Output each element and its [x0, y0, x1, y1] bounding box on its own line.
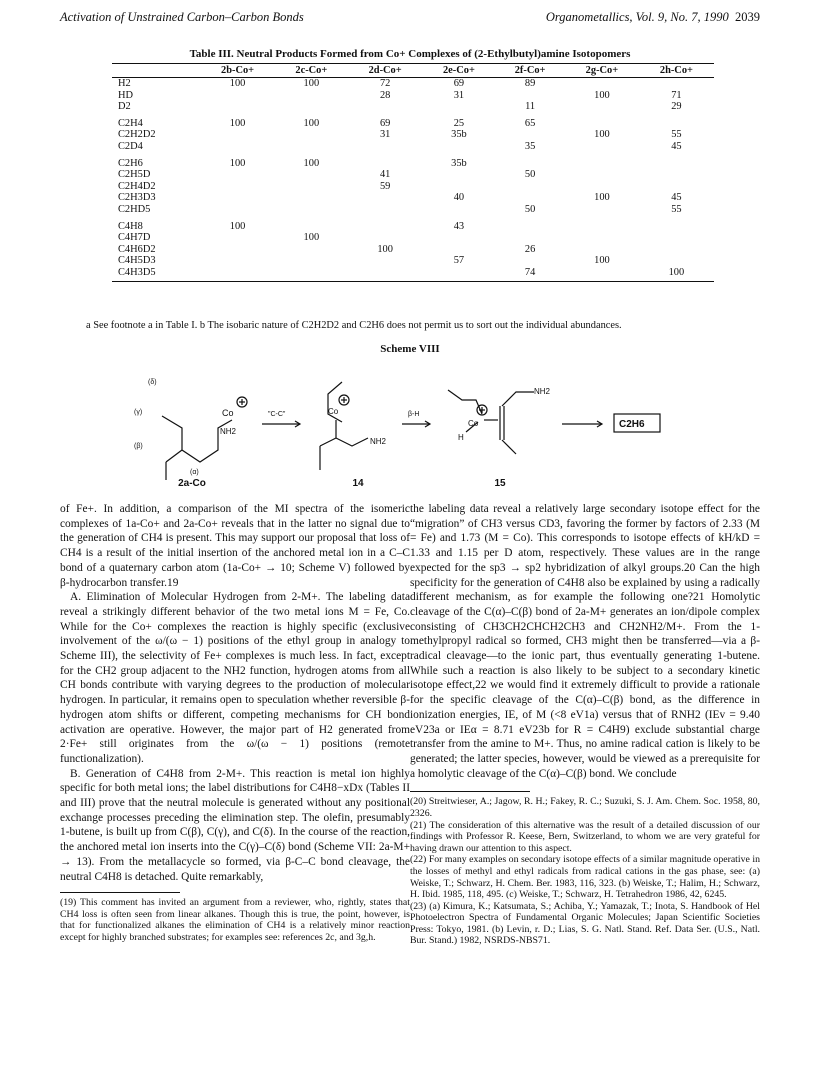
value-cell	[565, 244, 639, 256]
table-row	[112, 113, 714, 130]
value-cell: 100	[229, 117, 246, 129]
value-cell	[423, 204, 495, 216]
value-cell	[423, 181, 495, 193]
value-cell	[348, 216, 423, 233]
value-cell	[348, 153, 423, 170]
value-cell	[639, 169, 714, 181]
species-cell: C4H5D3	[118, 255, 156, 267]
value-cell	[348, 101, 423, 113]
table-row	[112, 267, 714, 281]
value-cell	[200, 169, 275, 181]
left-section-b: B. Generation of C4H8 from 2-M+. This reaction is metal ion highly specific for both metal ions; the label distributions for C4H8−xDx (Tables II and III) prove that the neutral molecule is generated without any positional exchange processes preceding the elimination step. The olefin, presumably 1-butene, is built up from C(β), C(γ), and C(δ). In the course of the reaction, the anchored metal ion inserts into the C(γ)–C(δ) bond (Scheme VII: 2a-M+ → 13). From the metallacycle so formed, via β-C–C bond cleavage, the neutral C4H8 is detached. Quite remarkably,	[60, 767, 410, 883]
value-cell	[639, 244, 714, 256]
value-cell	[495, 153, 565, 170]
table-header-cell: 2c-Co+	[275, 64, 347, 78]
structure-15	[448, 387, 551, 454]
value-cell	[639, 255, 714, 267]
value-cell	[348, 255, 423, 267]
value-cell	[200, 232, 275, 244]
value-cell: 100	[303, 232, 320, 244]
species-cell: C4H3D5	[112, 267, 200, 281]
page-number: 2039	[735, 10, 760, 24]
footnote-rule-right	[410, 791, 530, 792]
running-header	[60, 10, 760, 25]
reaction-arrow-2	[402, 411, 430, 427]
species-cell: C2H3D3	[118, 192, 156, 204]
value-cell: 28	[379, 89, 391, 101]
footnote-22: (22) For many examples on secondary isotope effects of a similar magnitude operative in the losses of methyl and ethyl radicals from radical cations in the gas phase, see: (a) Weiske, T.; Schwarz, H. Chem. Ber. 1983, 116, 323. (b) Weiske, T.; Halim, H.; Schwarz, H. Ibid. 1985, 118, 495. (c) Weiske, T.; Schwarz, H. Tetrahedron 1986, 42, 6245.	[410, 854, 760, 901]
value-cell	[423, 232, 495, 244]
value-cell	[565, 78, 639, 90]
value-cell	[565, 101, 639, 113]
structure-14	[320, 382, 387, 470]
value-cell	[639, 181, 714, 193]
value-cell: 72	[379, 78, 391, 89]
value-cell	[200, 244, 275, 256]
value-cell: 100	[594, 129, 610, 141]
value-cell: 31	[453, 89, 465, 101]
value-cell	[495, 192, 565, 204]
value-cell	[639, 232, 714, 244]
value-cell: 100	[229, 220, 246, 232]
left-para-1: of Fe+. In addition, a comparison of the MI spectra of the isomeric complexes of 1a-Co+ and 2a-Co+ reveals that in the latter no signal due to the generation of CH4 is present. This may support our proposal that loss of CH4 is a result of the initial insertion of the anchored metal ion in a C–C bond of a quaternary carbon atom (1a-Co+ → 10; Scheme V) followed by β-hydrocarbon transfer.19	[60, 503, 410, 589]
table-row	[112, 232, 714, 244]
value-cell	[495, 232, 565, 244]
value-cell: 50	[524, 169, 536, 181]
value-cell	[565, 204, 639, 216]
compound-14: 14	[352, 478, 364, 489]
scheme-viii-diagram	[130, 362, 690, 494]
table-row	[112, 181, 714, 193]
value-cell	[275, 204, 347, 216]
value-cell	[348, 267, 423, 281]
value-cell	[423, 244, 495, 256]
value-cell: 26	[524, 243, 536, 255]
value-cell: 74	[495, 267, 565, 281]
value-cell	[275, 255, 347, 267]
value-cell: 40	[453, 192, 465, 204]
value-cell	[495, 181, 565, 193]
left-section-a: A. Elimination of Molecular Hydrogen from 2-M+. The labeling data reveal a strikingly different behavior of the two metal ions M = Fe, Co. While for the Co+ complexes the reaction is highly specific (exclusive involvement of the ω/(ω − 1) positions of the ethyl group in analogy to Scheme III), the selectivity of Fe+ complexes is much less. In fact, except for the CH2 group adjacent to the NH2 function, hydrogen atoms from all CH bonds contribute with varying degrees to the production of molecular hydrogen. In particular, it remains open to speculation whether reversible β-hydrogen atom shifts or different, competing mechanisms for CH bond activation are operative. However, the major part of H2 generated from 2·Fe+ still originates from the ω/(ω − 1) positions (remote functionalization).	[60, 591, 410, 765]
value-cell: 35	[524, 140, 536, 152]
value-cell	[200, 255, 275, 267]
cobalt-label: Co	[222, 408, 234, 418]
right-column	[410, 502, 760, 947]
value-cell: 89	[524, 78, 536, 89]
value-cell: 55	[671, 129, 682, 141]
scheme-title: Scheme VIII	[380, 343, 440, 355]
value-cell	[639, 78, 714, 90]
table-header-cell: 2d-Co+	[348, 64, 423, 78]
amine-label-15: NH2	[534, 387, 551, 396]
value-cell	[275, 129, 347, 141]
species-cell: C4H6D2	[118, 243, 156, 255]
table-row	[112, 192, 714, 204]
left-column	[60, 502, 410, 944]
value-cell	[639, 153, 714, 170]
value-cell: 69	[379, 117, 391, 129]
footnote-rule-left	[60, 892, 180, 893]
label-beta: (β)	[134, 443, 143, 450]
species-cell: C2H4D2	[118, 180, 156, 192]
value-cell	[275, 141, 347, 153]
value-cell: 50	[524, 203, 536, 215]
value-cell: 69	[453, 78, 465, 89]
species-cell: C2D4	[118, 140, 143, 152]
value-cell: 71	[671, 89, 682, 101]
value-cell: 100	[594, 89, 610, 101]
value-cell	[639, 113, 714, 130]
table-row	[112, 204, 714, 216]
value-cell: 31	[379, 129, 391, 141]
table-header-cell: 2g-Co+	[565, 64, 639, 78]
table-row	[112, 90, 714, 102]
cobalt-label-15: Co	[468, 419, 479, 428]
product-c2h6: C2H6	[619, 419, 645, 430]
value-cell: 65	[524, 117, 536, 129]
value-cell: 100	[639, 267, 714, 281]
value-cell	[275, 181, 347, 193]
value-cell	[495, 255, 565, 267]
compound-15: 15	[494, 478, 506, 489]
value-cell	[495, 129, 565, 141]
table-row	[112, 153, 714, 170]
value-cell	[275, 169, 347, 181]
value-cell: 100	[229, 78, 246, 89]
species-cell: HD	[118, 89, 134, 101]
structure-2a-co	[134, 379, 247, 480]
value-cell: 100	[303, 157, 320, 169]
species-cell: C2H4	[118, 117, 143, 129]
value-cell: 41	[379, 169, 391, 181]
reaction-arrow-1	[262, 411, 300, 427]
cobalt-label-14: Co	[328, 407, 339, 416]
value-cell	[348, 204, 423, 216]
footnote-21: (21) The consideration of this alternative was the result of a detailed discussion of our findings with Professor R. Keese, Bern, Switzerland, to whom we are very grateful for having drawn our attention to this aspect.	[410, 819, 760, 854]
table-row	[112, 141, 714, 153]
value-cell	[495, 216, 565, 233]
table-footnote: a See footnote a in Table I. b The isobaric nature of C2H2D2 and C2H6 does not permit us to sort out the individual abundances.	[86, 320, 622, 331]
species-cell: C4H7D	[118, 232, 151, 244]
value-cell	[275, 244, 347, 256]
value-cell	[495, 90, 565, 102]
species-cell: C2H6	[118, 157, 143, 169]
value-cell	[565, 153, 639, 170]
value-cell	[200, 204, 275, 216]
value-cell	[200, 141, 275, 153]
table-row	[112, 169, 714, 181]
value-cell: 11	[525, 101, 536, 113]
value-cell: 100	[377, 243, 393, 255]
arrow-label-beta-h: β-H	[408, 411, 420, 418]
value-cell	[200, 101, 275, 113]
value-cell: 29	[671, 101, 682, 113]
table-header-cell: 2h-Co+	[639, 64, 714, 78]
value-cell	[275, 267, 347, 281]
label-delta: (δ)	[148, 379, 157, 386]
value-cell: 100	[594, 192, 610, 204]
value-cell: 100	[303, 117, 320, 129]
amine-label: NH2	[220, 427, 237, 436]
value-cell: 100	[594, 255, 610, 267]
value-cell: 35b	[451, 129, 467, 141]
table-caption: Table III. Neutral Products Formed from Co+ Complexes of (2-Ethylbutyl)amine Isotopomers	[189, 48, 631, 60]
value-cell	[565, 232, 639, 244]
table-iii	[112, 63, 714, 282]
value-cell	[423, 169, 495, 181]
value-cell	[200, 192, 275, 204]
reaction-arrow-3	[562, 421, 602, 427]
value-cell: 45	[671, 192, 682, 204]
value-cell	[565, 113, 639, 130]
value-cell	[565, 141, 639, 153]
table-row	[112, 216, 714, 233]
value-cell	[423, 101, 495, 113]
species-cell: D2	[118, 101, 131, 113]
value-cell	[565, 169, 639, 181]
value-cell	[423, 267, 495, 281]
footnote-19: (19) This comment has invited an argument from a reviewer, who, rightly, states that CH4 loss is often seen from linear alkanes. Though this is true, the point, however, is that for functionalized alkanes the elimination of CH4 is a relatively minor reaction except for highly branched substrates; for examples see: references 2c, and 3g,h.	[60, 897, 410, 944]
value-cell	[348, 232, 423, 244]
value-cell	[275, 216, 347, 233]
table-header-species	[112, 64, 200, 78]
value-cell	[200, 267, 275, 281]
value-cell: 100	[229, 157, 246, 169]
species-cell: C2H5D	[118, 169, 151, 181]
arrow-label-cc: "C-C"	[268, 411, 286, 418]
value-cell	[348, 141, 423, 153]
species-cell: H2	[118, 78, 131, 89]
value-cell	[423, 141, 495, 153]
value-cell	[639, 216, 714, 233]
label-gamma: (γ)	[134, 409, 143, 416]
value-cell: 35b	[451, 157, 467, 169]
table-header-cell: 2f-Co+	[495, 64, 565, 78]
value-cell	[200, 129, 275, 141]
value-cell	[275, 90, 347, 102]
value-cell	[275, 192, 347, 204]
species-cell: C2HD5	[118, 203, 151, 215]
species-cell: C2H2D2	[118, 129, 156, 141]
journal-name: Organometallics, Vol. 9, No. 7, 1990	[545, 10, 729, 24]
value-cell: 45	[671, 140, 682, 152]
table-row	[112, 129, 714, 141]
value-cell	[275, 101, 347, 113]
running-title: Activation of Unstrained Carbon–Carbon Bonds	[60, 10, 304, 24]
table-row	[112, 78, 714, 90]
table-row	[112, 101, 714, 113]
footnote-20: (20) Streitwieser, A.; Jagow, R. H.; Fakey, R. C.; Suzuki, S. J. Am. Chem. Soc. 1958, 80, 2326.	[410, 796, 760, 819]
value-cell	[348, 192, 423, 204]
value-cell: 55	[671, 203, 682, 215]
table-header-cell: 2e-Co+	[423, 64, 495, 78]
value-cell	[565, 216, 639, 233]
value-cell: 25	[453, 117, 465, 129]
value-cell: 43	[453, 220, 465, 232]
value-cell	[200, 90, 275, 102]
value-cell	[565, 181, 639, 193]
value-cell: 100	[303, 78, 320, 89]
label-alpha: (α)	[190, 469, 199, 476]
journal-citation	[546, 10, 760, 25]
amine-label-14: NH2	[370, 437, 387, 446]
table-header-cell: 2b-Co+	[200, 64, 275, 78]
value-cell: 59	[379, 180, 391, 192]
footnote-23: (23) (a) Kimura, K.; Katsumata, S.; Achiba, Y.; Yamazak, T.; Inota, S. Handbook of Hel Photoelectron Spectra of Fundamental Organic Molecules; Japan Scientific Societies Press: Tokyo, 1981. (b) Levin, r. D.; Lias, S. G. Natl. Stand. Ref. Data Ser. (U.S., Natl. Bur. Stand.) 1982, NSRDS-NBS71.	[410, 900, 760, 947]
species-cell: C4H8	[118, 220, 143, 232]
value-cell: 57	[453, 255, 465, 267]
table-row	[112, 255, 714, 267]
compound-2a-co: 2a-Co	[178, 478, 206, 489]
value-cell	[200, 181, 275, 193]
hydride-label: H	[458, 433, 464, 442]
value-cell	[565, 267, 639, 281]
right-para-1: the labeling data reveal a relatively large secondary isotope effect for the “migration” of CH3 versus CD3, favoring the former by factors of 2.33 (M = Fe) and 1.73 (M = Co). This corresponds to isotope effects of kH/kD = 1.33 and 1.15 per D atom, respectively. These values are in the range expected for the sp3 → sp2 hybridization of alkyl groups.20 Can the high specificity for the generation of C4H8 also be explained by using a radically different mechanism, as for example the following one?21 Homolytic cleavage of the C(α)–C(β) bond of 2a-M+ generates an ion/dipole complex consisting of CH3CH2CHCH2CH3 and CH2NH2/M+. From the 1-methylpropyl radical so formed, CH3 might then be transferred—via a β-radical cleavage—to the ionic part, thus eventually generating 1-butene. While such a reaction is also likely to be subject to a secondary kinetic isotope effect,22 we would find it extremely difficult to provide a rationale for the specific cleavage of the C(α)–C(β) bond, as the difference in ionization energies, IE, of M (<8 eV1a) versus that of RNH2 (IEv = 9.40 eV23a or IEα = 8.71 eV23b for R = C4H9) exclude substantial charge transfer from the amine to M+. Thus, no amine radical cation is likely to be generated; the latter species, however, would be viewed as a prerequisite for a homolytic cleavage of the C(α)–C(β) bond. We conclude	[410, 503, 760, 780]
table-row	[112, 244, 714, 256]
